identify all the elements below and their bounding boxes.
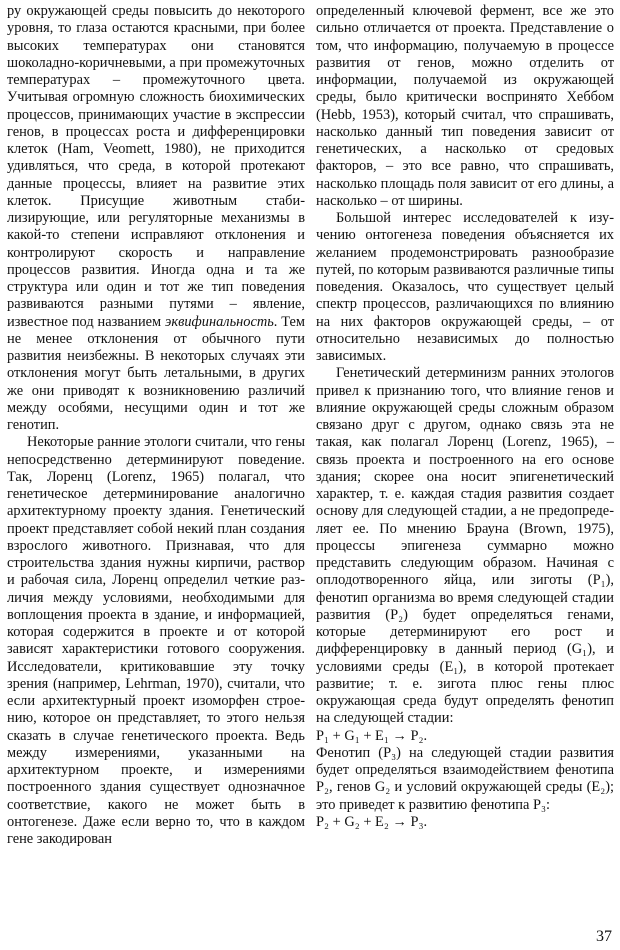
right-paragraph-1: определенный ключевой фермент, все же это сильно отличается от проекта. Представление о том, что информацию, получаемую в процессе развития от генов, можно отделить от информации, получаемой из окружающей среды, было критически воспринято Хеббом (Hebb, 1953), который считал, что спрашивать, насколько данный тип поведения зависит от генетических, а насколько от средовых факторов, – это все равно, что спрашивать, насколько площадь поля зависит от его длины, а насколько – от ширины.	[316, 3, 614, 209]
right-paragraph-4: Фенотип (P₃) на следующей стадии развития будет определяться взаимодействием фенотипа P₂, генов G₂ и условий окружающей среды (E₂); это приведет к развитию фенотипа P₃:	[316, 744, 614, 813]
left-paragraph-1: ру окружающей среды повысить до некоторого уровня, то глаза остаются красными, при более высоких температурах они становятся шоколадно-коричневыми, а при промежуточных температурах – промежуточного цвета. Учитывая огромную сложность биохимических процессов, принимающих участие в экспрессии генов, в процессах роста и дифференцировки клеток (Ham, Veomett, 1980), не приходится удивляться, что среда, в которой протекают данные процессы, влияет на развитие этих клеток. Присущие животным стабилизирующие, или регуляторные механизмы в какой-то степени исправляют отклонения и контролируют скорость и направление процессов развития. Иногда одна и та же структура или один и тот же тип поведения развиваются разными путями – явление, известное под названием эквифинальность. Тем не менее отклонения от обычного пути развития неизбежны. В некоторых случаях эти отклонения могут быть летальными, в других же они приводят к возникновению различий между особями, несущими один и тот же генотип.	[7, 3, 305, 433]
formula-2: P₂ + G₂ + E₂ → P₃.	[316, 813, 428, 830]
left-paragraph-2: Некоторые ранние этологи считали, что гены непосредственно детерминируют поведение. Так, Лоренц (Lorenz, 1965) полагал, что генетическое детерминирование аналогично архитектурному проекту здания. Генетический проект представляет собой некий план создания взрослого животного. Признавая, что для строительства здания нужны кирпичи, раствор и рабочая сила, Лоренц определил четкие различия между условиями, необходимыми для воплощения проекта в здание, и информацией, которая содержится в проекте и от которой зависят характеристики готового сооружения. Исследователи, критиковавшие эту точку зрения (например, Lehrman, 1970), считали, что если архитектурный проект изоморфен строению, которое он представляет, то этого нельзя сказать в случае генетического проекта. Ведь между измерениями, указанными на архитектурном проекте, и измерениями построенного здания существует однозначное соответствие, какого не может быть в онтогенезе. Даже если верно то, что в каждом гене закодирован	[7, 434, 305, 847]
term-equifinality: эквифинальность	[165, 313, 274, 330]
right-paragraph-3: Генетический детерминизм ранних этологов привел к признанию того, что влияние генов и влияние окружающей среды сложным образом связано друг с другом, однако связь эта не такая, как полагал Лоренц (Lorenz, 1965), – связь проекта и построенного на его основе здания; скорее она носит эпигенетический характер, т. е. каждая стадия развития создает основу для следующей стадии, а не предопределяет ее. По мнению Брауна (Brown, 1975), процессы эпигенеза суммарно можно представить следующим образом. Начиная с оплодотворенного яйца, или зиготы (P₁), фенотип организма во время следующей стадии развития (P₂) будет определяться генами, которые детерминируют его рост и дифференцировку в данный период (G₁), и условиями среды (E₁), в которой протекает развитие; т. е. зигота плюс гены плюс окружающая среда будут определять фенотип на следующей стадии:	[316, 365, 614, 727]
right-column	[316, 3, 614, 831]
left-column	[7, 3, 305, 848]
formula-1: P₁ + G₁ + E₁ → P₂.	[316, 727, 428, 744]
page-number: 37	[596, 928, 612, 945]
right-paragraph-2: Большой интерес исследователей к изучению онтогенеза поведения объясняется их желанием продемонстрировать разнообразие путей, по которым развиваются различные типы поведения. Оказалось, что существует целый спектр процессов, различающихся по влиянию на них факторов окружающей среды, – от относительно независимых до полностью зависимых.	[316, 210, 614, 364]
